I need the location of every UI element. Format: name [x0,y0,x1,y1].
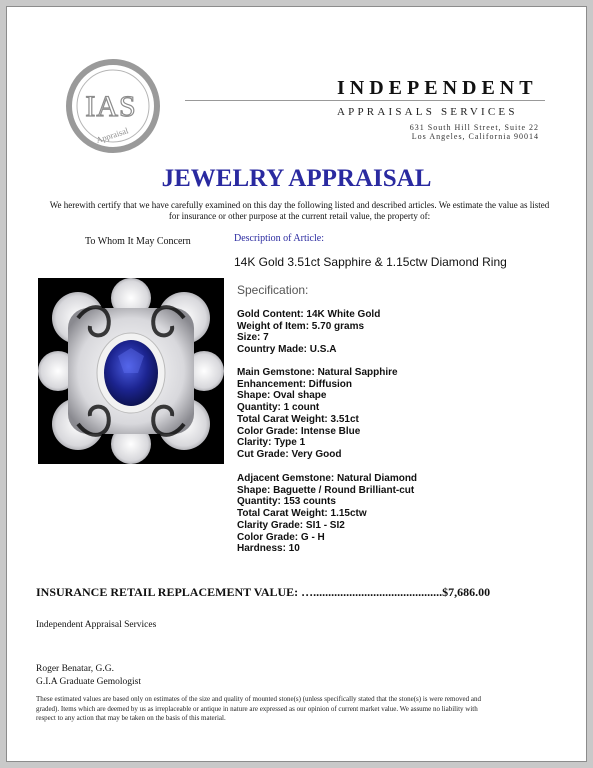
recipient: To Whom It May Concern [85,236,191,247]
spec-line: Main Gemstone: Natural Sapphire [237,367,398,378]
spec-line: Total Carat Weight: 3.51ct [237,413,359,425]
spec-line: Gold Content: 14K White Gold [237,309,381,320]
spec-line: Country Made: U.S.A [237,344,337,356]
spec-line: Quantity: 1 count [237,402,320,414]
insurance-value-amount: $7,686.00 [442,585,491,599]
footer-company: Independent Appraisal Services [36,620,157,630]
spec-line: Size: 7 [237,332,269,344]
spec-line: Color Grade: Intense Blue [237,425,361,437]
specs-main-gemstone [237,367,398,461]
logo-subtext: Appraisal [94,125,130,146]
specification-label: Specification: [237,283,309,297]
address-line-2: Los Angeles, California 90014 [411,132,539,141]
spec-line: Total Carat Weight: 1.15ctw [237,508,367,520]
signer-title: G.I.A Graduate Gemologist [36,677,142,687]
logo-monogram: IAS [85,90,137,123]
ias-logo [65,58,161,154]
signer-name: Roger Benatar, G.G. [36,664,114,674]
spec-line: Color Grade: G - H [237,531,325,543]
spec-line: Enhancement: Diffusion [237,378,353,390]
specs-adjacent-gemstone [237,473,417,555]
spec-line: Shape: Baguette / Round Brilliant-cut [237,484,415,496]
certification-text: We herewith certify that we have carefully examined on this day the following listed and described articles. We estimate the value as listed for insurance or other purpose at the current retail value, the property of: [49,200,550,221]
spec-line: Clarity: Type 1 [237,437,306,449]
spec-line: Shape: Oval shape [237,390,327,402]
insurance-value-dots: …........................................... [301,585,443,599]
company-name: INDEPENDENT [337,77,538,99]
description-label: Description of Article: [234,233,324,244]
spec-line: Adjacent Gemstone: Natural Diamond [237,473,418,484]
address-line-1: 631 South Hill Street, Suite 22 [409,123,539,132]
article-title: 14K Gold 3.51ct Sapphire & 1.15ctw Diamond Ring [234,255,507,269]
document-title: JEWELRY APPRAISAL [161,165,432,192]
spec-line: Hardness: 10 [237,543,300,555]
spec-line: Cut Grade: Very Good [237,448,342,460]
company-subtitle: APPRAISALS SERVICES [337,106,518,118]
appraisal-document [6,6,587,762]
spec-line: Quantity: 153 counts [237,496,336,508]
spec-line: Clarity Grade: SI1 - SI2 [237,519,345,531]
ring-photo [38,278,224,464]
header-rule [185,100,545,101]
spec-line: Weight of Item: 5.70 grams [237,320,365,332]
disclaimer-text: These estimated values are based only on estimates of the size and quality of mounted stone(s) (unless specifically stated that the stone(s) is were removed and graded). Items which are deemed by us as irreplaceable or antique in nature are expressed as our opinion of current market value. We assume no liability with respect to any action that may be taken on the basis of this material. [36,695,481,722]
specs-gold [237,309,380,356]
insurance-value-label: INSURANCE RETAIL REPLACEMENT VALUE: [36,585,299,599]
insurance-value-line [36,585,490,600]
